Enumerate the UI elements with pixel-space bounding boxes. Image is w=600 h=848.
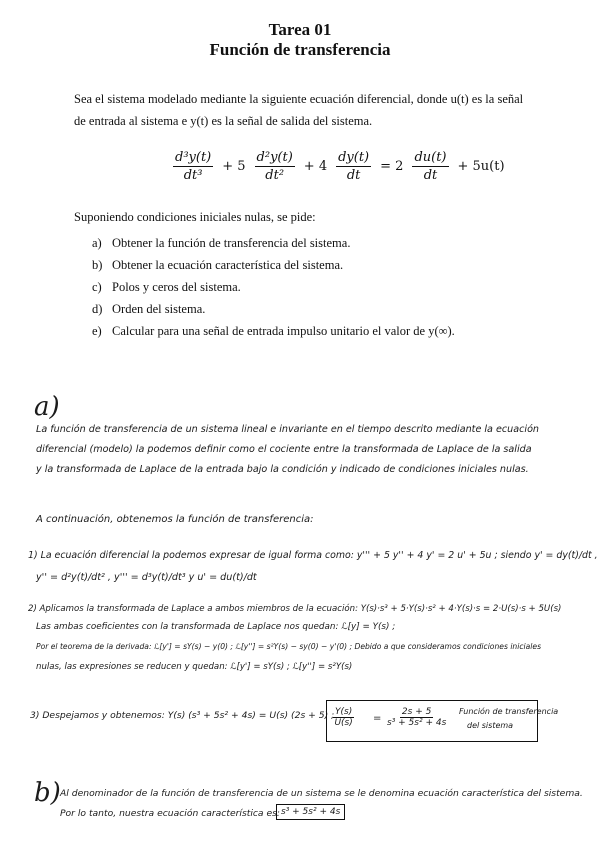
tf-rhs [387, 707, 446, 728]
tf-note: Función de transferencia [459, 707, 559, 716]
handwritten-line: Las ambas coeficientes con la transformada de Laplace nos quedan: ℒ[y] = Y(s) ; [36, 622, 396, 632]
handwritten-line: y la transformada de Laplace de la entrada bajo la condición y indicado de condiciones iniciales nulas. [36, 464, 529, 475]
eq-operator: = 2 [380, 159, 404, 174]
eq-operator: + 5 [222, 159, 246, 174]
tf-numerator: Y(s) [335, 707, 353, 717]
task-letter: b) [92, 258, 103, 272]
intro-paragraph [74, 88, 544, 132]
page-subtitle: Función de transferencia [209, 40, 391, 59]
page-title: Tarea 01 [268, 20, 332, 39]
list-item [92, 320, 455, 342]
eq-numerator: dy(t) [338, 150, 370, 165]
task-text: Obtener la función de transferencia del sistema. [112, 236, 351, 250]
eq-fraction [336, 150, 371, 183]
list-item [92, 254, 455, 276]
intro-line: Sea el sistema modelado mediante la siguiente ecuación diferencial, donde u(t) es la señal [74, 92, 524, 106]
tf-lhs [333, 707, 354, 728]
tf-note: del sistema [467, 721, 514, 730]
handwritten-line: Por lo tanto, nuestra ecuación característica es: [60, 808, 281, 819]
eq-denominator: dt [423, 168, 438, 183]
handwritten-line: 3) Despejamos y obtenemos: Y(s) (s³ + 5s² + 4s) = U(s) (2s + 5) ; [30, 710, 335, 721]
eq-fraction [173, 150, 213, 183]
eq-denominator: dt [346, 168, 361, 183]
eq-operator: + 4 [303, 159, 328, 174]
task-list [92, 232, 455, 342]
eq-numerator: du(t) [414, 150, 447, 165]
handwritten-line: y'' = d²y(t)/dt² , y''' = d³y(t)/dt³ y u' = du(t)/dt [36, 572, 257, 583]
handwritten-line: Al denominador de la función de transferencia de un sistema se le denomina ecuación característica del sistema. [60, 788, 583, 799]
answer-a-label: a) [34, 392, 60, 422]
eq-fraction [255, 150, 295, 183]
prompt-text: Suponiendo condiciones iniciales nulas, se pide: [74, 210, 316, 224]
task-text: Calcular para una señal de entrada impulso unitario el valor de y(∞). [112, 324, 455, 338]
answer-b-label: b) [34, 778, 61, 808]
eq-numerator: d³y(t) [175, 150, 212, 165]
tf-equals: = [373, 713, 382, 724]
intro-line: de entrada al sistema e y(t) es la señal de salida del sistema. [74, 114, 373, 128]
differential-equation [170, 150, 507, 183]
handwritten-line: diferencial (modelo) la podemos definir como el cociente entre la transformada de Laplace de la salida [36, 444, 532, 455]
eq-operator: + 5u(t) [457, 159, 505, 174]
task-text: Polos y ceros del sistema. [112, 280, 241, 294]
list-item [92, 298, 455, 320]
task-text: Orden del sistema. [112, 302, 206, 316]
list-item [92, 276, 455, 298]
tf-denominator: U(s) [334, 718, 353, 728]
task-letter: a) [92, 236, 102, 250]
eq-denominator: dt² [265, 168, 285, 183]
eq-numerator: d²y(t) [256, 150, 293, 165]
tf-rhs-denominator: s³ + 5s² + 4s [387, 718, 447, 728]
task-letter: d) [92, 302, 103, 316]
task-letter: e) [92, 324, 102, 338]
handwritten-line: Por el teorema de la derivada: ℒ[y'] = sY(s) − y(0) ; ℒ[y''] = s²Y(s) − sy(0) − y'(0) ; Debido a que consideramos condiciones iniciales [36, 642, 542, 651]
handwritten-line: A continuación, obtenemos la función de transferencia: [36, 514, 314, 525]
task-text: Obtener la ecuación característica del sistema. [112, 258, 344, 272]
task-letter: c) [92, 280, 102, 294]
eq-fraction [412, 150, 448, 183]
eq-denominator: dt³ [183, 168, 203, 183]
handwritten-line: nulas, las expresiones se reducen y quedan: ℒ[y'] = sY(s) ; ℒ[y''] = s²Y(s) [36, 662, 353, 672]
characteristic-equation-box: s³ + 5s² + 4s [276, 804, 345, 820]
handwritten-line: 1) La ecuación diferencial la podemos expresar de igual forma como: y''' + 5 y'' + 4 y' = 2 u' + 5u ; siendo y' = dy(t)/dt , [28, 550, 598, 561]
handwritten-line: 2) Aplicamos la transformada de Laplace a ambos miembros de la ecuación: Y(s)·s³ + 5·Y(s)·s² + 4·Y(s)·s = 2·U(s)·s + 5U(s) [28, 604, 562, 614]
handwritten-line: La función de transferencia de un sistema lineal e invariante en el tiempo descrito mediante la ecuación [36, 424, 540, 435]
transfer-function-box [326, 700, 559, 742]
tf-rhs-numerator: 2s + 5 [401, 707, 432, 717]
list-item [92, 232, 455, 254]
